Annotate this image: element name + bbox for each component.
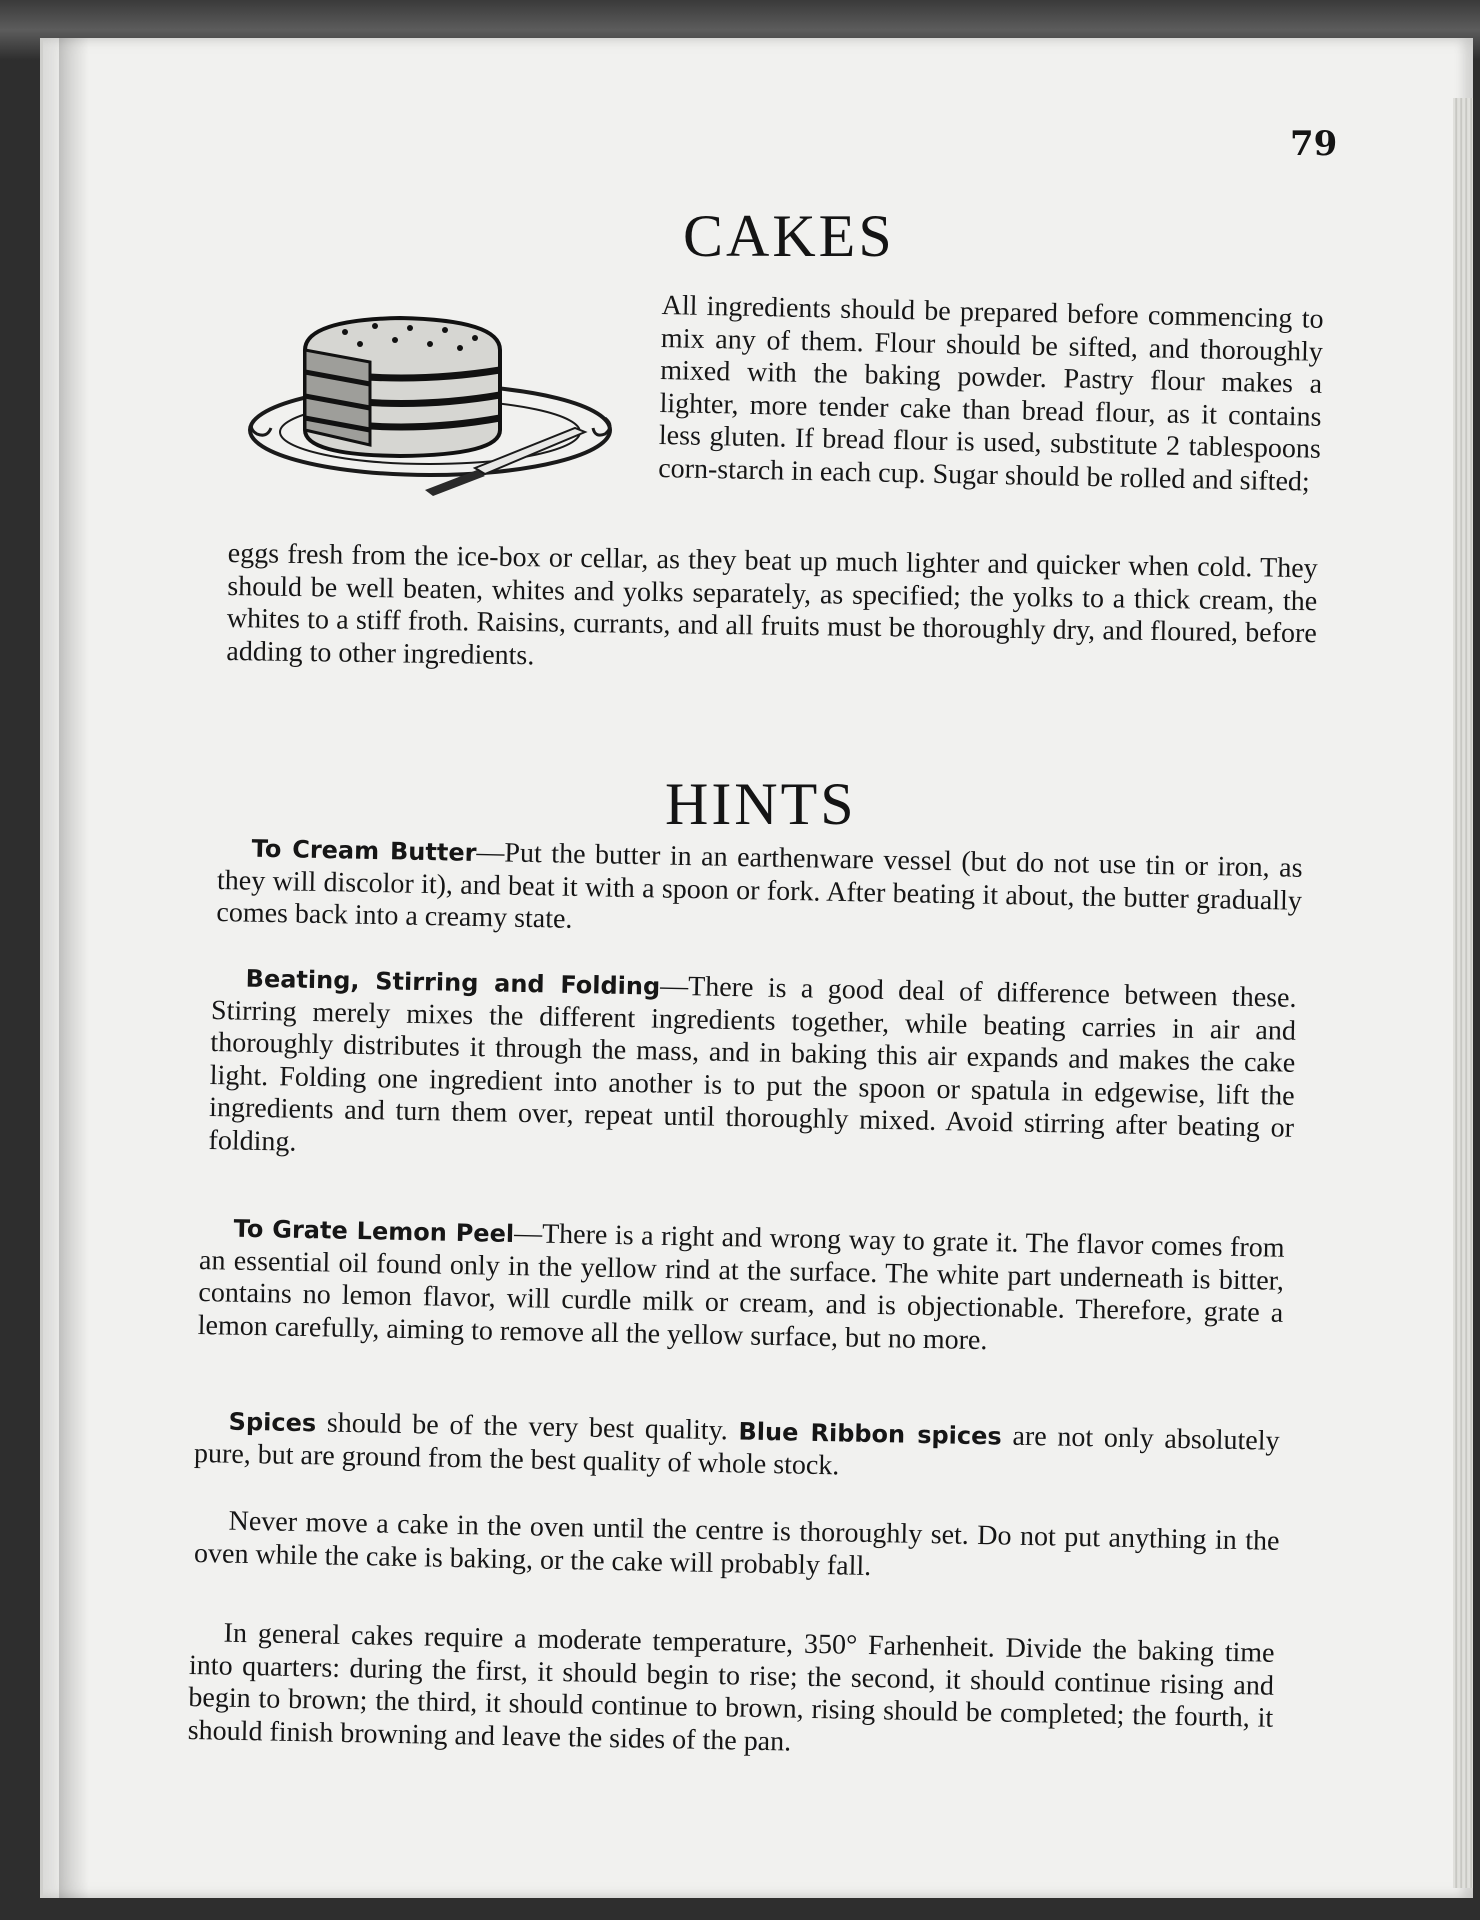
cakes-intro-bottom: eggs fresh from the ice-box or cellar, as they beat up much lighter and quicker when cold. They should be well beaten, whites and yolks separately, as specified; the yolks to a thick cream, the whites to a stiff froth. Raisins, currants, and all fruits must be thoroughly dry, and floured, before adding to other ingredients.: [226, 538, 1318, 671]
hint-temperature: In general cakes require a moderate temperature, 350° Farhenheit. Divide the baking time into quarters: during the first, it should begin to rise; the second, it should continue rising and begin to brown; the third, it should continue to brown, rising should be completed; the fourth, it should finish browning and leave the sides of the pan.: [187, 1617, 1275, 1758]
hint-text: are not only absolutely pure, but are ground from the best quality of whole stock.: [193, 1420, 1280, 1481]
hint-cream-butter: [216, 832, 1303, 950]
hint-dash: —: [513, 1218, 543, 1250]
hint-term: To Cream Butter: [251, 834, 477, 867]
hints-heading: HINTS: [665, 771, 857, 837]
hint-dash: —: [476, 836, 505, 869]
hint-text: There is a right and wrong way to grate it. The flavor comes from an essential oil found only in the yellow rind at the surface. The white part underneath is bitter, contains no lemon flavor, will curdle milk or cream, and is objectionable. Therefore, grate a lemon carefully, aiming to remove all the yellow surface, but no more.: [197, 1218, 1285, 1356]
page-edge: [1453, 98, 1473, 1888]
cakes-intro-top: All ingredients should be prepared before commencing to mix any of them. Flour should be sifted, and thoroughly mixed with the baking powder. Pastry flour makes a lighter, more tender cake than bread flour, as it contains less gluten. If bread flour is used, substitute 2 tablespoons corn-starch in each cup. Sugar should be rolled and sifted;: [657, 290, 1324, 498]
hint-dash: —: [659, 970, 689, 1003]
hint-beating-stirring-folding: [208, 962, 1297, 1178]
hint-text: Put the butter in an earthenware vessel (but do not use tin or iron, as they will discolor it), and beat it with a spoon or fork. After beating it about, the butter gradually comes back into a creamy state.: [216, 837, 1303, 935]
hint-term: To Grate Lemon Peel: [233, 1214, 515, 1249]
book-spine-shadow: [59, 38, 89, 1898]
hint-text: There is a good deal of difference between these. Stirring merely mixes the different ingredients together, while beating carries in air and thoroughly distributes it through the mass, and in baking this air expands and makes the cake light. Folding one ingredient into another is to put the spoon or spatula in edgewise, lift the ingredients and turn them over, repeat until thoroughly mixed. Avoid stirring after beating or folding.: [208, 971, 1297, 1158]
cakes-heading: CAKES: [683, 203, 895, 269]
layer-cake-icon: [245, 300, 625, 500]
hint-term: Spices: [228, 1407, 317, 1438]
hint-grate-lemon-peel: [198, 1212, 1285, 1363]
brand-name: Blue Ribbon spices: [738, 1417, 1003, 1451]
hint-oven: Never move a cake in the oven until the centre is thoroughly set. Do not put anything in the oven while the cake is baking, or the cake will probably fall.: [193, 1505, 1280, 1582]
page-number: 79: [1290, 124, 1338, 164]
hint-text: should be of the very best quality.: [315, 1407, 739, 1447]
hint-term: Beating, Stirring and Folding: [245, 964, 661, 1001]
